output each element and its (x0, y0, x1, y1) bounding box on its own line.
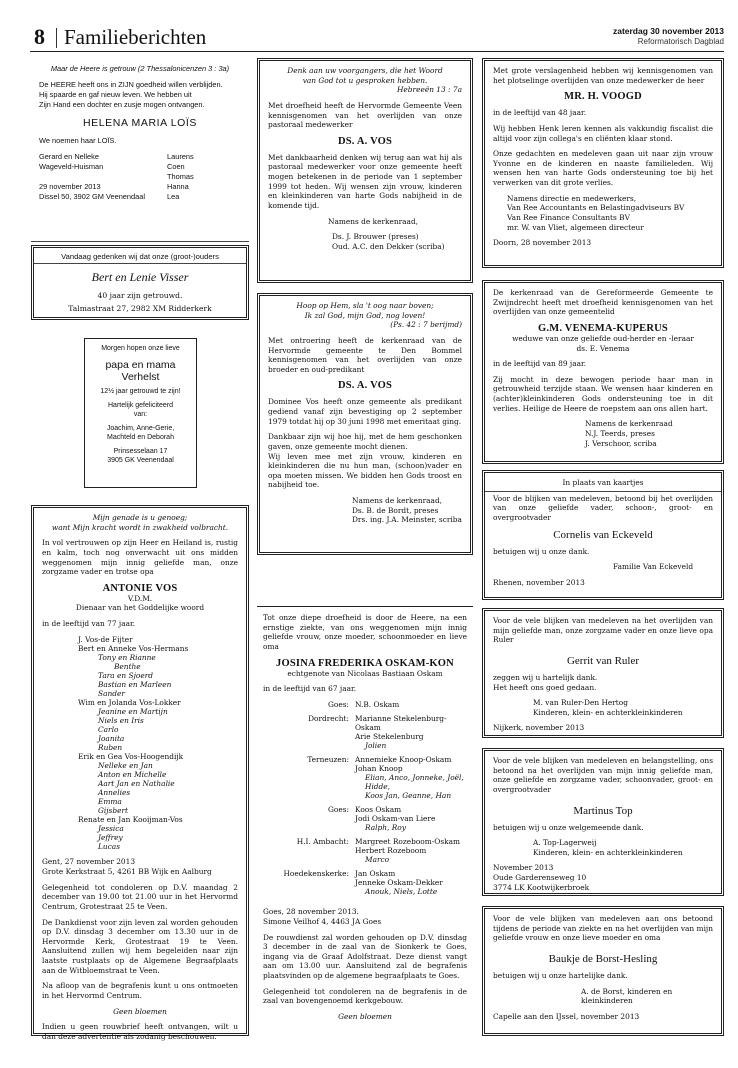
birth-announcement (31, 58, 249, 240)
anniversary-years: 40 jaar zijn getrouwd. (97, 290, 183, 300)
couple-name: Verhelst (121, 371, 160, 384)
family-member: N.B. Oskam (355, 699, 400, 709)
family-member: Aart Jan en Nathalie (98, 779, 175, 789)
section-title: Familieberichten (64, 25, 207, 49)
ad-verse: Ik zal God, mijn God, nog loven! (304, 310, 426, 320)
ad-text-line: Machteld en Deborah (107, 433, 174, 441)
ad-text-line: 3905 GK Veenendaal (107, 456, 174, 464)
verse-reference: (Ps. 42 : 7 berijmd) (390, 320, 462, 330)
widow-line: weduwe van onze geliefde oud-herder en -leraar (512, 333, 694, 343)
family-row (263, 700, 467, 709)
signature-line: Namens de kerkenraad, (352, 496, 443, 505)
family-member: Anton en Michelle (98, 770, 167, 780)
family-member: Joanita (98, 733, 125, 743)
family-place: Dordrecht: (308, 713, 349, 723)
page-number: 8 (34, 24, 45, 49)
child-name: HELENA MARIA LOÏS (82, 116, 198, 129)
thanks-line: betuigen wij u onze welgemeende dank. (493, 822, 644, 832)
ad-text-line: Prinsesselaan 17 (113, 447, 168, 455)
ad-paragraph: Dankbaar zijn wij hoe hij, met de hem geschonken gaven, onze gemeente mocht dienen. (268, 432, 462, 451)
family-member: Erik en Gea Vos-Hoogendijk (78, 752, 184, 762)
place-date: Capelle aan den IJssel, november 2013 (493, 1011, 640, 1021)
family-row (263, 755, 467, 800)
ad-text-line: 12½ jaar getrouwd te zijn! (100, 388, 181, 396)
family-names (355, 714, 467, 750)
ad-verse: Denk aan uw voorgangers, die het Woord (287, 66, 443, 75)
family-member: Niels en Iris (98, 715, 144, 725)
family-member: Carlo (98, 724, 119, 734)
family-member: Bastian en Marleen (98, 679, 172, 689)
family-member: Marianne Stekelenburg-Oskam (355, 713, 447, 732)
ad-paragraph: Gelegenheid tot condoleren op D.V. maandag 2 december van 19.00 tot 21.00 uur in het Hervormd Centrum, Grotestraat 25 te Veen. (42, 882, 238, 911)
ad-paragraph: Voor de vele blijken van medeleven en belangstelling, ons betoond na het overlijden van mijn innig geliefde man, onze geliefde en zorgzame vader, schoonvader, groot- en overgrootvader (493, 756, 713, 794)
family-member: Tony en Rianne (98, 652, 156, 662)
family-place: Terneuzen: (307, 754, 349, 764)
family-member: Herbert Rozeboom (355, 846, 427, 856)
signature-line: Namens de kerkenraad, (328, 216, 419, 226)
date-line: November 2013 (493, 863, 554, 873)
family-member: Sander (98, 688, 125, 698)
family-names (355, 837, 467, 864)
address: Oude Garderenseweg 10 (493, 873, 587, 882)
deceased-name: MR. H. VOOGD (564, 91, 642, 103)
deceased-age: in de leeftijd van 77 jaar. (42, 619, 136, 628)
ad-text-line: Hij spaarde en gaf nieuw leven. We hebben uit (39, 89, 192, 99)
ad-paragraph: Gelegenheid tot condoleren na de begrafenis in de zaal van bovengenoemd kerkgebouw. (263, 986, 467, 1006)
signature-line: Namens directie en medewerkers, (507, 193, 637, 203)
signature-line: Ds. B. de Bordt, preses (352, 505, 439, 515)
thanks-top (482, 748, 724, 896)
obituary-ds-vos-den-bommel (257, 293, 473, 555)
sibling-name: Coen (167, 162, 185, 172)
obituary-antonie-vos (31, 505, 249, 1041)
family-member: Jan Oskam (355, 869, 396, 879)
call-name: We noemen haar LOÏS. (39, 136, 117, 146)
signature-line: Van Ree Finance Consultants BV (507, 212, 630, 222)
family-names (355, 755, 467, 800)
family-member: Koos Jan, Geanne, Han (365, 791, 452, 801)
deceased-title: V.D.M. (127, 593, 153, 603)
anniversary-announcement-visser (31, 245, 249, 320)
ad-text-line: van: (133, 410, 148, 418)
deceased-name: JOSINA FREDERIKA OSKAM-KON (276, 657, 454, 669)
family-place: Hoedekenskerke: (283, 869, 349, 879)
issue-date: zaterdag 30 november 2013 (612, 26, 724, 36)
family-member: Nelleke en Jan (98, 761, 153, 771)
ad-paragraph: Indien u geen rouwbrief heeft ontvangen, wilt u dan deze advertentie als zodanig beschouwen. (42, 1022, 238, 1041)
obituary-ds-vos-veen (257, 58, 473, 283)
ad-paragraph: De rouwdienst zal worden gehouden op D.V. dinsdag 3 december in de zaal van de Sionkerk te Goes, ingang via de Graaf Adolfstraat. Deze dienst vangt aan om 13.00 uur. Aansluitend zal de begrafenis plaatsvinden op de algemene begraafplaats te Goes. (263, 932, 467, 981)
flowers-note: Geen bloemen (113, 1006, 167, 1016)
family-member: Annemieke Knoop-Oskam (355, 754, 452, 764)
thanks-van-ruler (482, 608, 724, 738)
parents-block (39, 152, 167, 202)
ad-intro: Vandaag gedenken wij dat onze (groot-)ouders (61, 252, 219, 261)
place-date: Nijkerk, november 2013 (493, 723, 585, 733)
family-member: Annelies (98, 788, 131, 798)
ad-heading: In plaats van kaartjes (562, 478, 644, 487)
parents-line: Wageveld-Huisman (39, 162, 104, 172)
family-member: Ralph, Roy (365, 823, 406, 833)
family-names (355, 700, 467, 709)
signature-line: Ds. J. Brouwer (preses) (332, 232, 419, 242)
ad-paragraph: Wij hebben Henk leren kennen als vakkundig fiscalist die altijd voor zijn collega's en cliënten klaar stond. (493, 123, 713, 143)
deceased-name: ANTONIE VOS (102, 582, 178, 594)
deceased-name: Gerrit van Ruler (566, 654, 640, 667)
ad-verse: want Mijn kracht wordt in zwakheid volbracht. (51, 522, 229, 532)
signature-line: A. de Borst, kinderen en (581, 986, 673, 996)
family-member: Margreet Rozeboom-Oskam (355, 837, 460, 847)
family-member: Jeffrey (98, 833, 123, 843)
deceased-name: Martinus Top (573, 804, 633, 817)
ad-paragraph: Tot onze diepe droefheid is door de Heere, na een ernstige ziekte, van ons weggenomen mijn innig geliefde vrouw, onze moeder, schoonmoeder en lieve oma (263, 613, 467, 651)
deceased-name: Cornelis van Eckeveld (553, 528, 653, 541)
family-member: Gijsbert (98, 806, 128, 816)
signature-line: J. Verschoor, scriba (585, 438, 657, 448)
ad-text-line: De HEERE heeft ons in ZIJN goedheid willen verblijden. (39, 79, 223, 89)
place-date: Rhenen, november 2013 (493, 577, 585, 587)
thanks-line: betuigen wij u onze hartelijke dank. (493, 970, 628, 980)
obituary-venema-kuperus (482, 280, 724, 464)
deceased-age: in de leeftijd van 89 jaar. (493, 359, 587, 369)
sibling-name: Thomas (167, 172, 194, 182)
family-member: Jolien (365, 740, 387, 750)
ad-paragraph: Met ontroering heeft de kerkenraad van de Hervormde gemeente te Den Bommel kennisgenomen van het overlijden van onze broeder en oud-predikant (268, 335, 462, 374)
spouse-line: echtgenote van Nicolaas Bastiaan Oskam (287, 668, 443, 678)
signature-line: Oud. A.C. den Dekker (scriba) (332, 241, 445, 251)
ad-paragraph: De Dankdienst voor zijn leven zal worden gehouden op D.V. dinsdag 3 december om 13.30 uur in de Hervormde Kerk, Grotestraat 19 te Veen. Aansluitend zullen wij hem begeleiden naar zijn laatste rustplaats op de Algemene Begraafplaats aan de Witbloemstraat te Veen. (42, 917, 238, 975)
signature-line: A. Top-Lagerweij (533, 838, 597, 848)
family-row (263, 805, 467, 832)
address: Grote Kerkstraat 5, 4261 BB Wijk en Aalburg (42, 867, 212, 876)
family-list (42, 635, 238, 852)
signature-line: Drs. ing. J.A. Meinster, scriba (352, 515, 462, 525)
page-header (30, 24, 724, 52)
thanks-de-borst (482, 906, 724, 1036)
ad-text-line: Hartelijk gefeliciteerd (108, 402, 173, 410)
family-row (263, 869, 467, 896)
thanks-line: zeggen wij u hartelijk dank. (493, 672, 598, 682)
deceased-name: Baukje de Borst-Hesling (548, 952, 658, 965)
parents-line: Dissel 50, 3902 GM Veenendaal (39, 192, 146, 202)
anniversary-announcement-verhelst (84, 338, 197, 488)
flowers-note: Geen bloemen (338, 1011, 392, 1021)
family-member: Jessica (98, 824, 124, 834)
sibling-name: Laurens (167, 152, 194, 162)
signature-line: Namens de kerkenraad (585, 419, 673, 429)
ad-paragraph: Voor de blijken van medeleven, betoond bij het overlijden van onze geliefde vader, schoon-, groot- en overgrootvader (493, 493, 713, 522)
thanks-line: betuigen wij u onze dank. (493, 546, 590, 556)
deceased-age: in de leeftijd van 48 jaar. (493, 108, 587, 118)
ad-text-line: Morgen hopen onze lieve (101, 345, 180, 352)
family-member: Arie Stekelenburg (355, 731, 424, 741)
divider (485, 491, 721, 492)
family-member: Anouk, Niels, Lotte (365, 887, 438, 897)
divider (31, 241, 249, 242)
sibling-name: Lea (167, 192, 180, 202)
verse-reference: Hebreeën 13 : 7a (396, 85, 462, 95)
ad-paragraph: Met grote verslagenheid hebben wij kennisgenomen van het plotselinge overlijden van onze medewerker de heer (493, 66, 713, 85)
ad-paragraph: Zij mocht in deze bewogen periode haar man in getrouwheid terzijde staan. We wensen haar kinderen en (achter)kleinkinderen Gods ondersteuning toe in dit verlies. Heilige de Heere de roepstem aan ons allen hart. (493, 374, 713, 413)
address: Simone Veilhof 4, 4463 JA Goes (263, 916, 382, 926)
family-member: Jenneke Oskam-Dekker (355, 878, 443, 888)
deceased-name: G.M. VENEMA-KUPERUS (538, 322, 668, 334)
deceased-name: DS. A. VOS (337, 135, 393, 147)
family-member: Koos Oskam (355, 805, 402, 815)
divider (34, 263, 246, 264)
family-names (355, 805, 467, 832)
ad-text-line: Joachim, Anne-Gerie, (106, 424, 175, 432)
address: 3774 LK Kootwijkerbroek (493, 882, 590, 892)
signature-line: Kinderen, klein- en achterkleinkinderen (533, 707, 683, 717)
obituary-josina-oskam (257, 606, 473, 1031)
sibling-name: Hanna (167, 182, 189, 192)
family-member: Marco (365, 855, 390, 865)
family-member: Jeanine en Martijn (98, 706, 168, 716)
place-date: Doorn, 28 november 2013 (493, 238, 592, 248)
family-member: Renate en Jan Kooijman-Vos (78, 815, 183, 825)
family-member: Bert en Anneke Vos-Hermans (78, 643, 189, 653)
ad-verse: Mijn genade is u genoeg; (92, 513, 188, 522)
parents-line: 29 november 2013 (39, 182, 101, 192)
ad-paragraph: Onze gedachten en medeleven gaan uit naar zijn vrouw Yvonne en de kinderen en naaste familieleden. Wij wensen hen van harte Gods ondersteuning toe bij het verwerken van dit grote verlies. (493, 149, 713, 187)
obituary-mr-voogd (482, 58, 724, 268)
siblings-block (167, 152, 194, 202)
family-member: Tara en Sjoerd (98, 670, 153, 680)
ad-verse: Hoop op Hem, sla 't oog naar boven; (296, 301, 434, 310)
parents-line (39, 172, 167, 182)
ad-verse: van God tot u gesproken hebben. (302, 75, 428, 85)
family-names (355, 869, 467, 896)
deceased-age: in de leeftijd van 67 jaar. (263, 684, 357, 694)
ad-paragraph: De kerkenraad van de Gereformeerde Gemeente te Zwijndrecht heeft met droefheid kennisgenomen van het overlijden van onze gemeentelid (493, 288, 713, 317)
signature-line: M. van Ruler-Den Hertog (533, 698, 628, 708)
ad-paragraph: Dominee Vos heeft onze gemeente als predikant gediend vanaf zijn bevestiging op 2 september 1979 totdat hij op 30 juni 1998 met emeritaat ging. (268, 397, 462, 426)
signature-line: kleinkinderen (581, 996, 633, 1006)
family-table (263, 700, 467, 897)
family-place: Goes: (327, 699, 349, 709)
thanks-eckeveld (482, 470, 724, 600)
family-place: Goes: (327, 805, 349, 815)
header-divider (56, 28, 57, 48)
ad-verse: Maar de Heere is getrouw (2 Thessalonicenzen 3 : 3a) (50, 64, 230, 73)
family-member: Benthe (114, 661, 141, 671)
signature-line: Kinderen, klein- en achterkleinkinderen (533, 847, 683, 857)
couple-names: Bert en Lenie Visser (91, 270, 189, 285)
address: Talmastraat 27, 2982 XM Ridderkerk (68, 303, 212, 313)
family-place: H.I. Ambacht: (296, 837, 349, 847)
family-member: Jodi Oskam-van Liere (355, 814, 436, 824)
family-member: Elian, Anco, Jonneke, Joël, Hidde, (365, 772, 464, 791)
parents-line: Gerard en Nelleke (39, 152, 99, 162)
place-date: Goes, 28 november 2013. (263, 907, 359, 917)
signature-line: mr. W. van Vliet, algemeen directeur (507, 222, 644, 232)
family-member: J. Vos-de Fijter (78, 634, 133, 644)
thanks-line: Het heeft ons goed gedaan. (493, 682, 597, 692)
family-row (263, 837, 467, 864)
deceased-role: Dienaar van het Goddelijke woord (75, 603, 205, 613)
deceased-name: DS. A. VOS (337, 380, 393, 392)
newspaper-name: Reformatorisch Dagblad (637, 37, 724, 46)
ad-paragraph: Voor de vele blijken van medeleven aan ons betoond tijdens de periode van ziekte en na het overlijden van mijn geliefde vrouw en onze lieve moeder en oma (493, 914, 713, 943)
ad-paragraph: Met droefheid heeft de Hervormde Gemeente Veen kennisgenomen van het overlijden van onze pastoraal medewerker (268, 100, 462, 130)
signature-line: Familie Van Eckeveld (613, 562, 694, 572)
widow-line: ds. E. Venema (576, 343, 630, 353)
family-row (263, 714, 467, 750)
ad-text-line: Zijn Hand een dochter en zusje mogen ontvangen. (39, 99, 205, 109)
couple-line: papa en mama (105, 358, 176, 371)
ad-paragraph: Wij leven mee met zijn vrouw, kinderen en kleinkinderen die nu hun man, (schoon)vader en opa moeten missen. We bidden hen Gods troost en nabijheid toe. (268, 451, 462, 490)
ad-paragraph: In vol vertrouwen op zijn Heer en Heiland is, rustig en kalm, toch nog onverwacht uit ons midden weggenomen mijn innig geliefde man, onze zorgzame vader en trotse opa (42, 538, 238, 577)
signature-line: Van Ree Accountants en Belastingadviseurs BV (507, 203, 685, 213)
ad-paragraph: Voor de vele blijken van medeleven na het overlijden van mijn geliefde man, onze zorgzame vader en onze lieve opa Ruler (493, 616, 713, 645)
ad-paragraph: Na afloop van de begrafenis kunt u ons ontmoeten in het Hervormd Centrum. (42, 981, 238, 1000)
family-member: Johan Knoop (355, 763, 403, 773)
family-member: Wim en Jolanda Vos-Lokker (78, 697, 181, 707)
family-member: Ruben (98, 743, 123, 752)
family-member: Emma (98, 797, 122, 807)
signature-line: N.J. Teerds, preses (585, 428, 655, 438)
ad-paragraph: Met dankbaarheid denken wij terug aan wat hij als pastoraal medewerker voor onze gemeente heeft mogen betekenen in de periode van 1 september 1999 tot heden. Wij wensen zijn vrouw, kinderen en kleinkinderen van harte Gods nabijheid in de komende tijd. (268, 152, 462, 210)
family-member: Lucas (98, 842, 121, 852)
place-date: Gent, 27 november 2013 (42, 857, 136, 867)
